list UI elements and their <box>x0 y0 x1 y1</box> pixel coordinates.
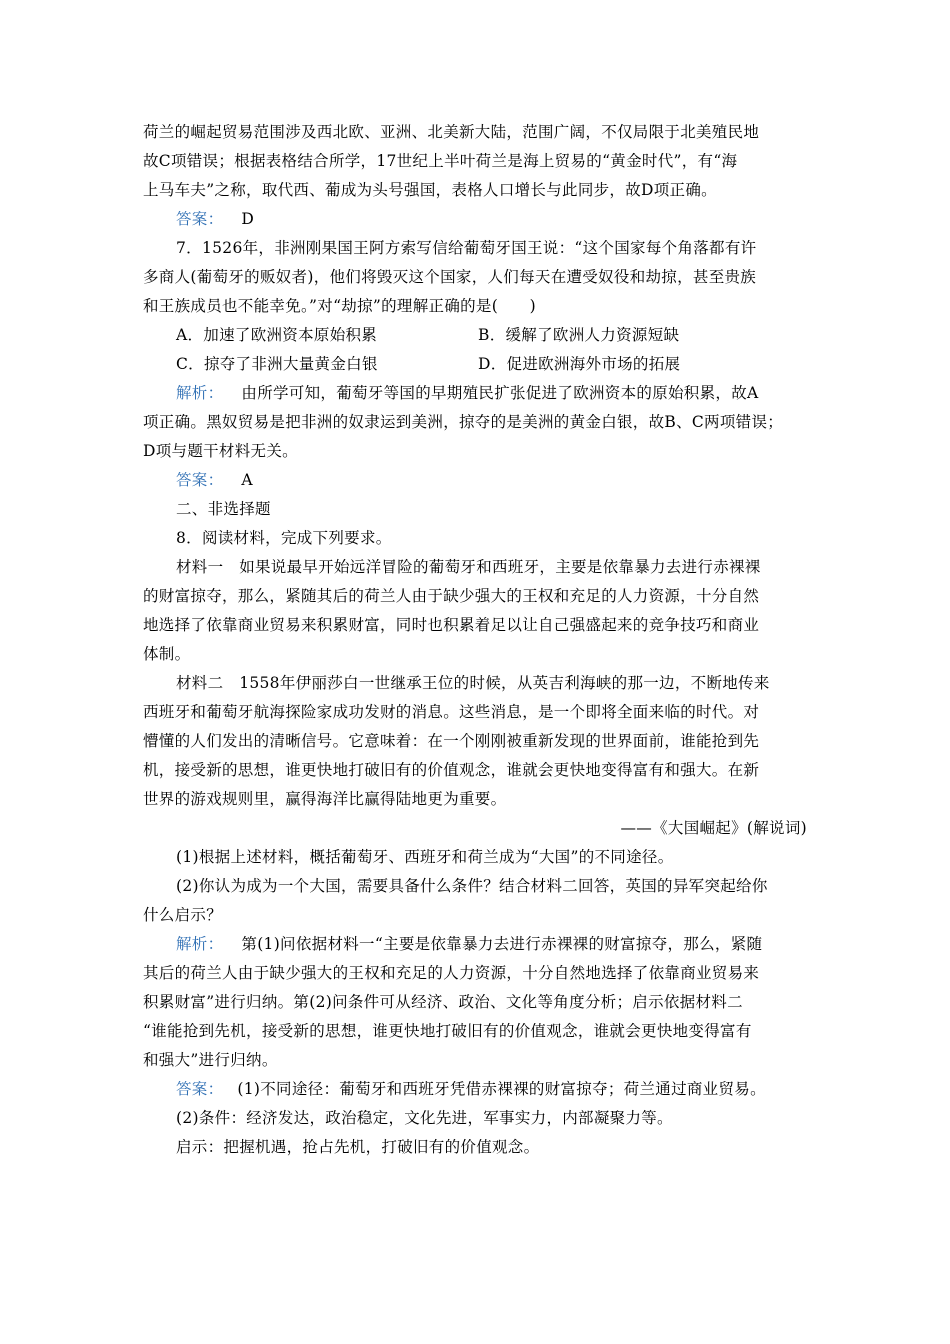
q8-answer <box>176 1079 766 1099</box>
material-source: ——《大国崛起》(解说词) <box>620 819 807 837</box>
question-7-stem: 7．1526年，非洲刚果国王阿方索写信给葡萄牙国王说：“这个国家每个角落都有许 <box>176 239 757 257</box>
explanation-label: 解析： <box>176 384 224 402</box>
text-line: 和王族成员也不能幸免。”对“劫掠”的理解正确的是( ) <box>143 297 537 315</box>
text-line: 和强大”进行归纳。 <box>143 1051 278 1069</box>
text-line: 体制。 <box>143 645 191 663</box>
text-line: 的财富掠夺，那么，紧随其后的荷兰人由于缺少强大的王权和充足的人力资源，十分自然 <box>143 587 760 605</box>
answer-line: 启示：把握机遇，抢占先机，打破旧有的价值观念。 <box>176 1138 540 1156</box>
text-line: 西班牙和葡萄牙航海探险家成功发财的消息。这些消息，是一个即将全面来临的时代。对 <box>143 703 760 721</box>
text-line: 多商人(葡萄牙的贩奴者)，他们将毁灭这个国家，人们每天在遭受奴役和劫掠，甚至贵族 <box>143 268 757 286</box>
options-row-ab <box>176 325 796 345</box>
options-row-cd <box>176 354 796 374</box>
option-b: B．缓解了欧洲人力资源短缺 <box>478 326 680 344</box>
explanation-label: 解析： <box>176 935 224 953</box>
text-line: 其后的荷兰人由于缺少强大的王权和充足的人力资源，十分自然地选择了依靠商业贸易来 <box>143 964 760 982</box>
text-line: 地选择了依靠商业贸易来积累财富，同时也积累着足以让自己强盛起来的竞争技巧和商业 <box>143 616 760 634</box>
option-d: D．促进欧洲海外市场的拓展 <box>478 355 681 373</box>
material-2: 材料二 1558年伊丽莎白一世继承王位的时候，从英吉利海峡的那一边，不断地传来 <box>176 674 770 692</box>
text-line: 故C项错误；根据表格结合所学，17世纪上半叶荷兰是海上贸易的“黄金时代”，有“海 <box>143 152 738 170</box>
q7-answer <box>176 470 253 490</box>
q8-explanation <box>176 934 762 954</box>
answer-value: A <box>241 471 253 489</box>
answer-label: 答案： <box>176 471 224 489</box>
text-line: 荷兰的崛起贸易范围涉及西北欧、亚洲、北美新大陆，范围广阔，不仅局限于北美殖民地 <box>143 123 760 141</box>
sub-question-1: (1)根据上述材料，概括葡萄牙、西班牙和荷兰成为“大国”的不同途径。 <box>176 848 674 866</box>
text-line: 积累财富”进行归纳。第(2)问条件可从经济、政治、文化等角度分析；启示依据材料二 <box>143 993 743 1011</box>
material-1: 材料一 如果说最早开始远洋冒险的葡萄牙和西班牙，主要是依靠暴力去进行赤裸裸 <box>176 558 761 576</box>
text-line: “谁能抢到先机，接受新的思想，谁更快地打破旧有的价值观念，谁就会更快地变得富有 <box>143 1022 752 1040</box>
option-a: A．加速了欧洲资本原始积累 <box>176 326 378 344</box>
text-line: 懵懂的人们发出的清晰信号。它意味着：在一个刚刚被重新发现的世界面前，谁能抢到先 <box>143 732 760 750</box>
section-heading: 二、非选择题 <box>176 500 271 518</box>
text-line: 机，接受新的思想，谁更快地打破旧有的价值观念，谁就会更快地变得富有和强大。在新 <box>143 761 760 779</box>
q7-explanation <box>176 383 759 403</box>
text-line: 什么启示？ <box>143 906 223 924</box>
option-c: C．掠夺了非洲大量黄金白银 <box>176 355 378 373</box>
answer-label: 答案： <box>176 210 224 228</box>
text-line: 上马车夫”之称，取代西、葡成为头号强国，表格人口增长与此同步，故D项正确。 <box>143 181 717 199</box>
answer-value: D <box>241 210 255 228</box>
answer-text: (1)不同途径：葡萄牙和西班牙凭借赤裸裸的财富掠夺；荷兰通过商业贸易。 <box>237 1080 766 1098</box>
question-8-stem: 8．阅读材料，完成下列要求。 <box>176 529 392 547</box>
sub-question-2: (2)你认为成为一个大国，需要具备什么条件？结合材料二回答，英国的异军突起给你 <box>176 877 768 895</box>
explanation-text: 第(1)问依据材料一“主要是依靠暴力去进行赤裸裸的财富掠夺，那么，紧随 <box>241 935 763 953</box>
answer-line: (2)条件：经济发达，政治稳定，文化先进，军事实力，内部凝聚力等。 <box>176 1109 673 1127</box>
text-line: D项与题干材料无关。 <box>143 442 298 460</box>
text-line: 世界的游戏规则里，赢得海洋比赢得陆地更为重要。 <box>143 790 507 808</box>
q6-answer <box>176 209 254 229</box>
text-line: 项正确。黑奴贸易是把非洲的奴隶运到美洲，掠夺的是美洲的黄金白银，故B、C两项错误； <box>143 413 784 431</box>
explanation-text: 由所学可知，葡萄牙等国的早期殖民扩张促进了欧洲资本的原始积累，故A <box>241 384 759 402</box>
answer-label: 答案： <box>176 1080 224 1098</box>
